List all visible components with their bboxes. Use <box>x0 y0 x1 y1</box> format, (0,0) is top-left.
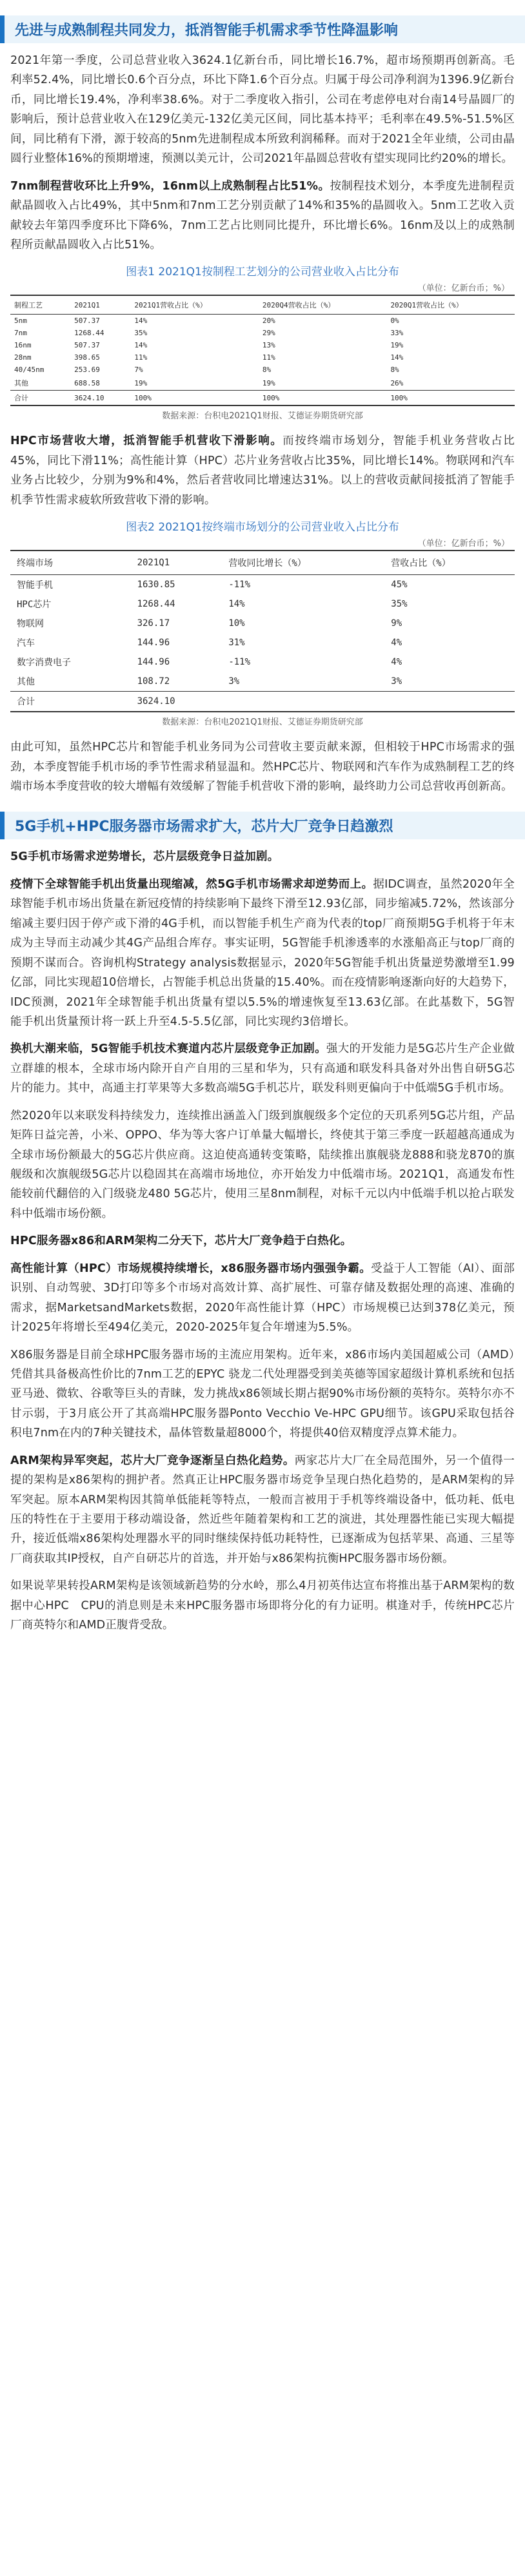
paragraph-lead-bold: 7nm制程营收环比上升9%，16nm以上成熟制程占比51%。 <box>10 179 330 193</box>
table-cell: 19% <box>390 341 404 350</box>
table-cell: 7% <box>134 366 143 375</box>
table-row <box>10 339 515 351</box>
table-header-cell: 营收同比增长（%） <box>222 551 384 575</box>
paragraph-lead-bold: ARM架构异军突起，芯片大厂竞争逐渐呈白热化趋势。 <box>10 1454 295 1467</box>
table-cell: 144.96 <box>137 638 170 649</box>
table-row <box>10 364 515 376</box>
table-cell: 4% <box>391 638 402 649</box>
article <box>0 15 525 1635</box>
table-cell: 3% <box>391 676 402 687</box>
table-cell: 100% <box>259 391 387 406</box>
paragraph-body: 强大的开发能力是5G芯片生产企业做立群雄的根本，全球市场内除开自产自用的三星和华为，只有高通和联发科具备对外出售自研5G芯片的能力。其中，高通主打苹果等大多数高端5G手机芯片，联发科则更偏向于中低端5G手机市场。 <box>10 1042 515 1095</box>
table-cell: 合计 <box>10 391 70 406</box>
paragraph-process-breakdown <box>10 177 515 255</box>
paragraph-hpc-lead <box>10 1231 515 1251</box>
table-row <box>10 614 515 633</box>
section-header-2: 5G手机+HPC服务器市场需求扩大，芯片大厂竞争日趋激烈 <box>0 812 525 839</box>
paragraph-body: 按制程技术划分，本季度先进制程贡献晶圆收入占比49%，其中5nm和7nm工艺分别贡献了14%和35%的晶圆收入。5nm工艺收入贡献较去年第四季度环比下降6%，7nm工艺占比则同比提升，环比增长6%。16nm及以上的成熟制程所贡献晶圆收入占比51%。 <box>10 179 515 251</box>
table-cell: 35% <box>391 599 408 610</box>
paragraph-summary: 由此可知，虽然HPC芯片和智能手机业务同为公司营收主要贡献来源，但相较于HPC市场需求的强劲，本季度智能手机市场的季节性需求稍显温和。然HPC芯片、物联网和汽车作为成熟制程工艺的终端市场本季度营收的较大增幅有效缓解了智能手机营收下滑的影响，最终助力公司总营收再创新高。 <box>10 741 515 793</box>
paragraph-body: 受益于人工智能（AI）、面部识别、自动驾驶、3D打印等多个市场对高效计算、高扩展性、可靠存储及数据处理的高速、准确的需求，据MarketsandMarkets数据，2020年高性能计算（HPC）市场规模已达到378亿美元，预计2025年将增长至494亿美元，2020-2025年复合年增速为5.5%。 <box>10 1262 515 1334</box>
table-cell: 智能手机 <box>17 580 53 591</box>
table-header-cell: 2021Q1营收占比（%） <box>130 295 259 315</box>
table-total-row <box>10 692 515 712</box>
table-cell: 5nm <box>14 317 27 326</box>
table-cell: 507.37 <box>74 341 100 350</box>
table-cell: 8% <box>390 366 399 375</box>
table-cell: 31% <box>228 638 245 649</box>
figure1-table <box>10 295 515 406</box>
figure2-source: 数据来源：台积电2021Q1财报、艾德证券期货研究部 <box>162 717 363 728</box>
table-cell: 14% <box>228 599 245 610</box>
table-cell: 8% <box>262 366 272 375</box>
paragraph-mediatek-qualcomm: 然2020年以来联发科持续发力，连续推出涵盖入门级到旗舰级多个定位的天玑系列5G芯片组，产品矩阵日益完善，小米、OPPO、华为等大客户订单量大幅增长，终使其于第三季度一跃超越高通成为全球市场份额最大的5G芯片供应商。这迫使高通转变策略，陆续推出旗舰骁龙888和骁龙870的旗舰级和次旗舰级5G芯片以稳固其在高端市场地位，亦开始发力中低端市场。2021Q1，高通发布性能较前代翻倍的入门级骁龙480 5G芯片，使用三星8nm制程，对标千元以内中低端手机以抢占联发科中低端市场份额。 <box>10 1109 515 1220</box>
table-cell: 11% <box>134 353 148 362</box>
table-cell <box>384 692 515 712</box>
paragraph-body: 两家芯片大厂在全局范围外，另一个值得一提的架构是x86架构的拥护者。然真正让HPC服务器市场竞争呈现白热化趋势的，是ARM架构的异军突起。原本ARM架构因其简单低能耗等特点，一般而言被用于手机等终端设备中，低功耗、低电压的特性在于主要用于移动端设备，然近些年随着架构和工艺的演进，其处理器性能已实现大幅提升，接近低端x86架构处理器水平的同时继续保持低功耗特性，已逐渐成为包括苹果、高通、三星等厂商获取其IP授权，自产自研芯片的首选，并开始与x86架构抗衡HPC服务器市场份额。 <box>10 1454 515 1565</box>
figure2-table <box>10 550 515 712</box>
table-header-cell: 营收占比（%） <box>384 551 515 575</box>
table-cell: 398.65 <box>74 353 100 362</box>
table-cell: 汽车 <box>17 638 35 649</box>
table-cell: 45% <box>391 580 408 590</box>
table-row <box>10 575 515 595</box>
figure2-title: 图表2 2021Q1按终端市场划分的公司营业收入占比分布 <box>126 521 399 534</box>
table-cell: 108.72 <box>137 676 170 687</box>
table-row <box>10 633 515 652</box>
table-cell: 3% <box>228 676 240 687</box>
table-header-cell: 制程工艺 <box>10 295 70 315</box>
paragraph-arm <box>10 1451 515 1569</box>
table-cell: 1268.44 <box>137 599 175 610</box>
table-header-row <box>10 295 515 315</box>
figure1-title: 图表1 2021Q1按制程工艺划分的公司营业收入占比分布 <box>126 266 399 279</box>
table-header-row <box>10 551 515 575</box>
table-cell: -11% <box>228 580 251 590</box>
table-cell: 13% <box>262 341 275 350</box>
section-header-1: 先进与成熟制程共同发力，抵消智能手机需求季节性降温影响 <box>0 15 525 43</box>
table-header-cell: 2021Q1 <box>131 551 223 575</box>
table-cell: 26% <box>390 378 404 387</box>
table-cell: -11% <box>228 657 251 668</box>
table-cell: 14% <box>390 353 404 362</box>
table-header-cell: 终端市场 <box>10 551 131 575</box>
table-cell: 20% <box>262 317 275 326</box>
table-cell: 40/45nm <box>14 366 45 375</box>
paragraph-lead-bold: HPC服务器x86和ARM架构二分天下，芯片大厂竞争趋于白热化。 <box>10 1234 352 1248</box>
table-header-cell: 2021Q1 <box>70 295 130 315</box>
table-cell: 4% <box>391 657 402 668</box>
paragraph-lead-bold: 疫情下全球智能手机出货量出现缩减，然5G手机市场需求却逆势而上。 <box>10 877 373 891</box>
table-cell: 29% <box>262 329 275 338</box>
table-row <box>10 652 515 672</box>
table-cell: 33% <box>390 329 404 338</box>
paragraph-5g-competition <box>10 1039 515 1098</box>
figure1-source: 数据来源：台积电2021Q1财报、艾德证券期货研究部 <box>162 411 363 422</box>
figure1-unit: （单位：亿新台币；%） <box>417 284 510 294</box>
table-cell: 14% <box>134 317 148 326</box>
table-cell: 1630.85 <box>137 580 175 590</box>
paragraph-hpc-market <box>10 1259 515 1338</box>
paragraph-hpc-growth <box>10 431 515 510</box>
table-row <box>10 351 515 364</box>
table-cell: 326.17 <box>137 618 170 629</box>
table-cell: 3624.10 <box>70 391 130 406</box>
table-cell: 100% <box>130 391 259 406</box>
table-cell: 100% <box>386 391 515 406</box>
table-header-cell: 2020Q4营收占比（%） <box>259 295 387 315</box>
table-cell <box>222 692 384 712</box>
table-cell: 11% <box>262 353 275 362</box>
table-cell: 3624.10 <box>131 692 223 712</box>
table-cell: 10% <box>228 618 245 629</box>
paragraph-nvidia: 如果说苹果转投ARM架构是该领域新趋势的分水岭，那么4月初英伟达宣布将推出基于ARM架构的数据中心HPC CPU的消息则是未来HPC服务器市场即将分化的有力证明。棋逢对手，传统HPC芯片厂商英特尔和AMD正腹背受敌。 <box>10 1579 515 1632</box>
table-cell: 144.96 <box>137 657 170 668</box>
paragraph-x86: X86服务器是目前全球HPC服务器市场的主流应用架构。近年来，x86市场内美国超威公司（AMD）凭借其具备极高性价比的7nm工艺的EPYC 骁龙二代处理器受到美英德等国家超级计算机系统和包括亚马逊、微软、谷歌等巨头的青睐，发力挑战x86领域长期占据90%市场份额的英特尔。英特尔亦不甘示弱，于3月底公开了其高端HPC服务器Ponto Vecchio Ve-HPC GPU细节。该GPU采取包括谷积电7nm在内的7种关键技术，晶体管数量超8000个，将提供40倍双精度浮点算术能力。 <box>10 1348 515 1440</box>
figure2-unit: （单位：亿新台币；%） <box>417 539 510 549</box>
table-cell: 688.58 <box>74 378 100 387</box>
table-header-cell: 2020Q1营收占比（%） <box>386 295 515 315</box>
table-cell: 35% <box>134 329 148 338</box>
paragraph-lead-bold: 5G手机市场需求逆势增长，芯片层级竞争日益加剧。 <box>10 850 279 864</box>
table-cell: 其他 <box>17 677 35 688</box>
table-cell: 19% <box>134 378 148 387</box>
paragraph-q1-results: 2021年第一季度，公司总营业收入3624.1亿新台币，同比增长16.7%，超市场预期再创新高。毛利率52.4%，同比增长0.6个百分点，环比下降1.6个百分点。归属于母公司净利润为1396.9亿新台币，同比增长19.4%，净利率38.6%。对于二季度收入指引，公司在考虑停电对台南14号晶圆厂的影响后，预计总营业收入在129亿美元-132亿美元区间，同比基本持平；毛利率在49.5%-51.5%区间，同比稍有下滑，源于较高的5nm先进制程成本所致利润稀释。而对于2021全年业绩，公司由晶圆行业整体16%的预期增速，预测以美元计，公司2021年晶圆总营收有望实现同比约20%的增长。 <box>10 54 515 166</box>
table-cell: 合计 <box>10 692 131 712</box>
table-cell: 数字消费电子 <box>17 658 71 668</box>
table-row <box>10 327 515 339</box>
table-cell: 物联网 <box>17 619 44 630</box>
table-cell: 0% <box>390 317 399 326</box>
paragraph-lead-bold: 高性能计算（HPC）市场规模持续增长，x86服务器市场内强强争霸。 <box>10 1262 371 1275</box>
paragraph-lead-bold: 换机大潮来临，5G智能手机技术赛道内芯片层级竞争正加剧。 <box>10 1042 326 1056</box>
table-cell: 14% <box>134 341 148 350</box>
paragraph-body: 据IDC调查，虽然2020年全球智能手机市场出货量在新冠疫情的持续影响下最终下滑至12.93亿部，同步缩减5.72%，然该部分缩减主要归因于停产或下滑的4G手机，而以智能手机生产商为代表的top厂商预期5G手机将于年末成为主导而主动减少其4G产品组合库存。事实证明，5G智能手机渗透率的水涨船高正与top厂商的预期不谋而合。咨询机构Strategy analysis数据显示，2020年5G智能手机出货量逆势激增至1.99亿部，同比实现超10倍增长，占智能手机总出货量的15.40%。而在疫情影响逐渐向好的大趋势下，IDC预测，2021年全球智能手机出货量有望以5.5%的增速恢复至13.63亿部。在此基数下，5G智能手机出货量预计将一跃上升至4.5-5.5亿部，同比实现约3倍增长。 <box>10 877 515 1028</box>
table-cell: 7nm <box>14 329 27 338</box>
table-cell: 16nm <box>14 341 32 350</box>
paragraph-lead-bold: HPC市场营收大增，抵消智能手机营收下滑影响。 <box>10 434 283 448</box>
table-row <box>10 672 515 692</box>
table-cell: 253.69 <box>74 366 100 375</box>
table-row <box>10 315 515 327</box>
table-cell: 9% <box>391 618 402 629</box>
paragraph-body: 而按终端市场划分，智能手机业务营收占比45%，同比下滑11%；高性能计算（HPC）芯片业务营收占比35%，同比增长14%。物联网和汽车业务占比较少，分别为9%和4%，然后者营收同比增速达31%。以上的营收贡献间接抵消了智能手机季节性需求疲软所致营收下滑的影响。 <box>10 434 515 507</box>
paragraph-5g-lead <box>10 847 515 866</box>
table-row <box>10 594 515 614</box>
table-total-row <box>10 391 515 406</box>
table-cell: 其他 <box>14 379 28 388</box>
table-cell: 19% <box>262 378 275 387</box>
table-cell: 507.37 <box>74 317 100 326</box>
paragraph-5g-demand <box>10 875 515 1032</box>
table-cell: HPC芯片 <box>17 600 52 610</box>
table-cell: 28nm <box>14 353 32 362</box>
table-cell: 1268.44 <box>74 329 104 338</box>
table-row <box>10 376 515 391</box>
